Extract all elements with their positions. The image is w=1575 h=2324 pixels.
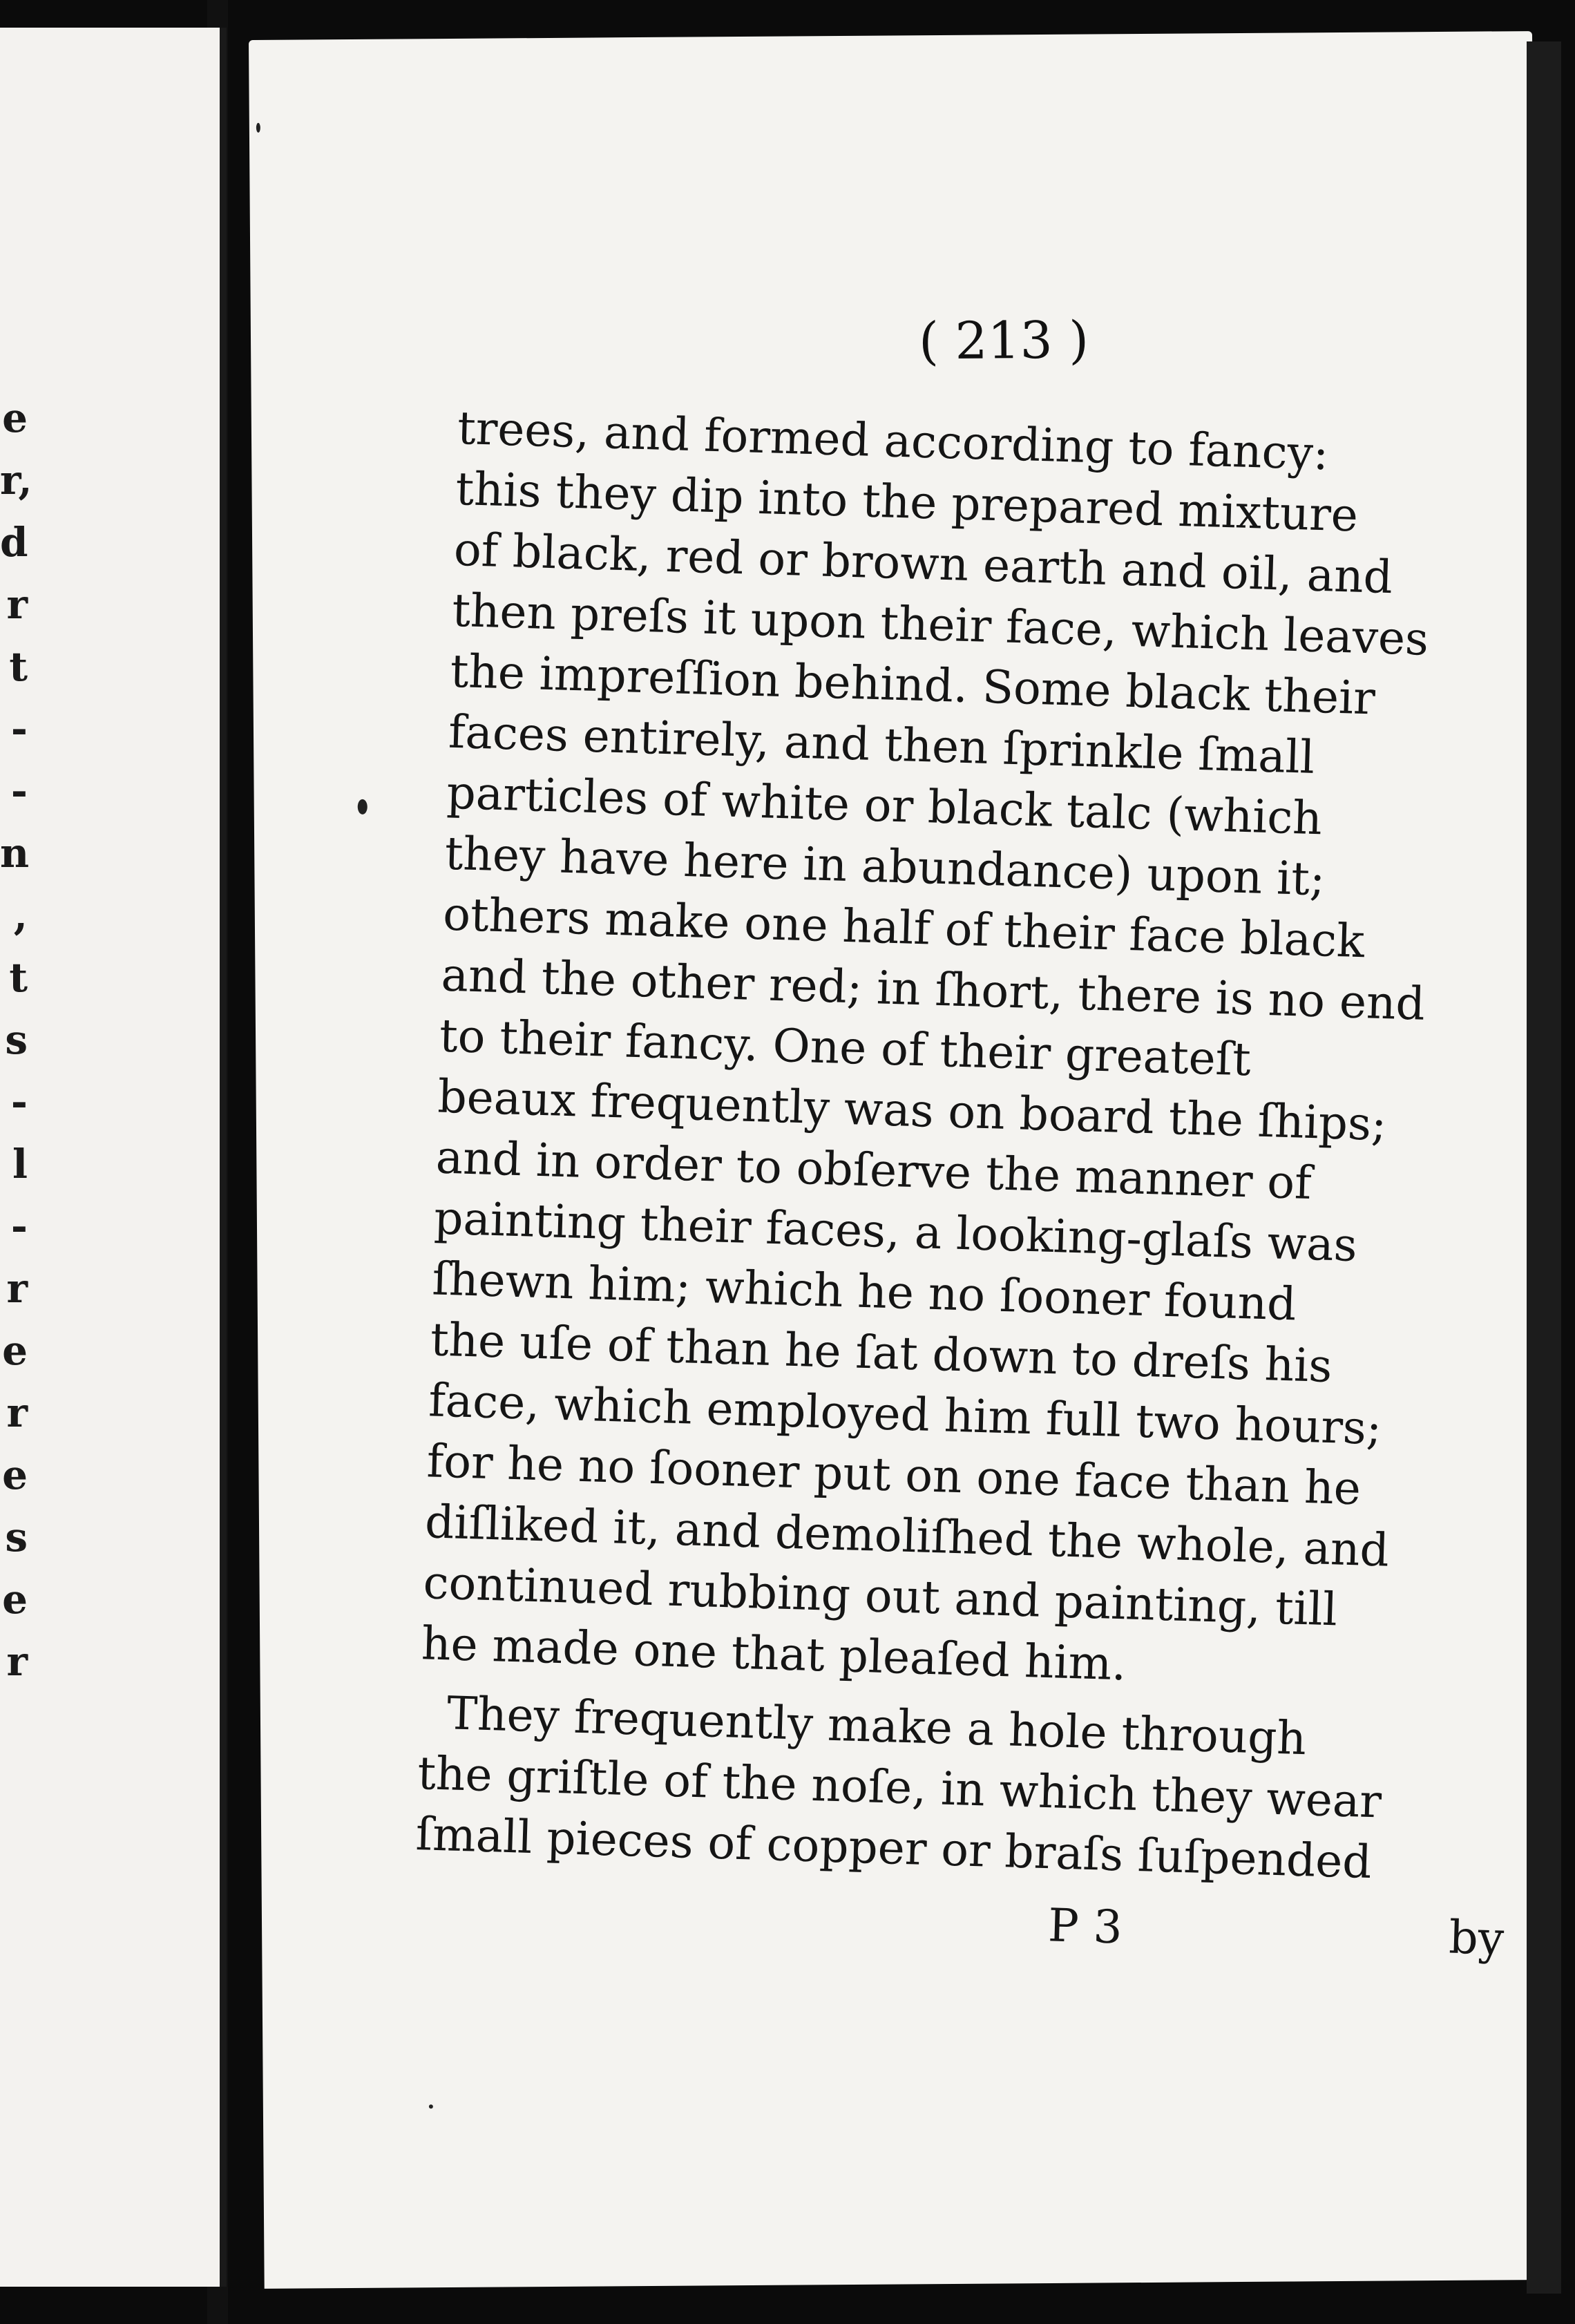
text-line: for he no ſooner put on one face than he — [426, 1434, 1362, 1516]
margin-char: e — [2, 394, 28, 441]
margin-char: r — [6, 1638, 28, 1685]
text-line: they have here in abundance) upon it; — [443, 826, 1326, 906]
text-line: faces entirely, and then ſprinkle ſmall — [448, 705, 1316, 784]
catchword: by — [1448, 1910, 1505, 1965]
text-line: ſhewn him; which he no ſooner found — [431, 1252, 1297, 1331]
text-line: ſmall pieces of copper or braſs ſuſpended — [414, 1807, 1373, 1889]
margin-char: t — [9, 954, 28, 1001]
text-line: They frequently make a hole through — [446, 1686, 1308, 1766]
text-line: particles of white or black talc (which — [446, 765, 1323, 846]
margin-char: e — [2, 1327, 28, 1374]
text-line: trees, and formed according to fancy: — [457, 401, 1330, 481]
margin-char: - — [10, 1203, 28, 1250]
margin-char: s — [5, 1016, 28, 1063]
margin-char: - — [10, 768, 28, 815]
margin-char: l — [12, 1141, 28, 1188]
ink-speck — [358, 799, 368, 815]
margin-char: s — [5, 1514, 28, 1561]
text-line: this they dip into the prepared mixture — [455, 461, 1359, 542]
left-page-edge — [0, 28, 227, 2287]
left-page-margin-text — [0, 387, 32, 1693]
page-number-header: ( 213 ) — [918, 310, 1089, 372]
margin-char: n — [0, 830, 30, 877]
text-line: the impreſſion behind. Some black their — [449, 644, 1376, 725]
text-line: he made one that pleaſed him. — [420, 1617, 1127, 1691]
margin-char: r — [6, 1265, 28, 1312]
page-edge-shadow — [1527, 41, 1561, 2294]
text-line: the uſe of than he ſat down to dreſs his — [430, 1313, 1333, 1393]
margin-char: e — [2, 1451, 28, 1498]
margin-char: r, — [0, 457, 32, 504]
margin-char: r — [6, 1389, 28, 1436]
text-line: others make one half of their face black — [442, 887, 1366, 969]
ink-speck — [256, 123, 260, 133]
text-line: continued rubbing out and painting, till — [422, 1556, 1339, 1637]
margin-char: t — [9, 643, 28, 690]
text-line: and in order to obſerve the manner of — [435, 1130, 1312, 1210]
margin-char: - — [10, 1078, 28, 1125]
text-line: face, which employed him full two hours; — [428, 1373, 1383, 1456]
text-line: then preſs it upon their face, which leaves — [451, 583, 1430, 666]
text-line: the griſtle of the noſe, in which they wear — [417, 1746, 1383, 1829]
ink-speck — [429, 2104, 433, 2108]
margin-char: , — [13, 892, 28, 939]
signature-mark: P 3 — [1047, 1898, 1123, 1954]
margin-char: e — [2, 1576, 28, 1623]
text-line: beaux frequently was on board the ſhips; — [437, 1069, 1388, 1152]
text-line: to their fancy. One of their greateſt — [439, 1009, 1252, 1087]
margin-char: r — [6, 581, 28, 628]
text-line: painting their faces, a looking-glaſs was — [433, 1191, 1358, 1273]
page — [249, 31, 1548, 2289]
text-line: of black, red or brown earth and oil, and — [452, 522, 1394, 604]
margin-char: d — [0, 519, 28, 566]
text-line: and the other red; in ſhort, there is no end — [440, 948, 1426, 1031]
body-text — [414, 398, 1430, 1889]
page-footer — [702, 1888, 1505, 1981]
margin-char: - — [10, 705, 28, 752]
text-line: diſliked it, and demoliſhed the whole, and — [424, 1495, 1390, 1577]
